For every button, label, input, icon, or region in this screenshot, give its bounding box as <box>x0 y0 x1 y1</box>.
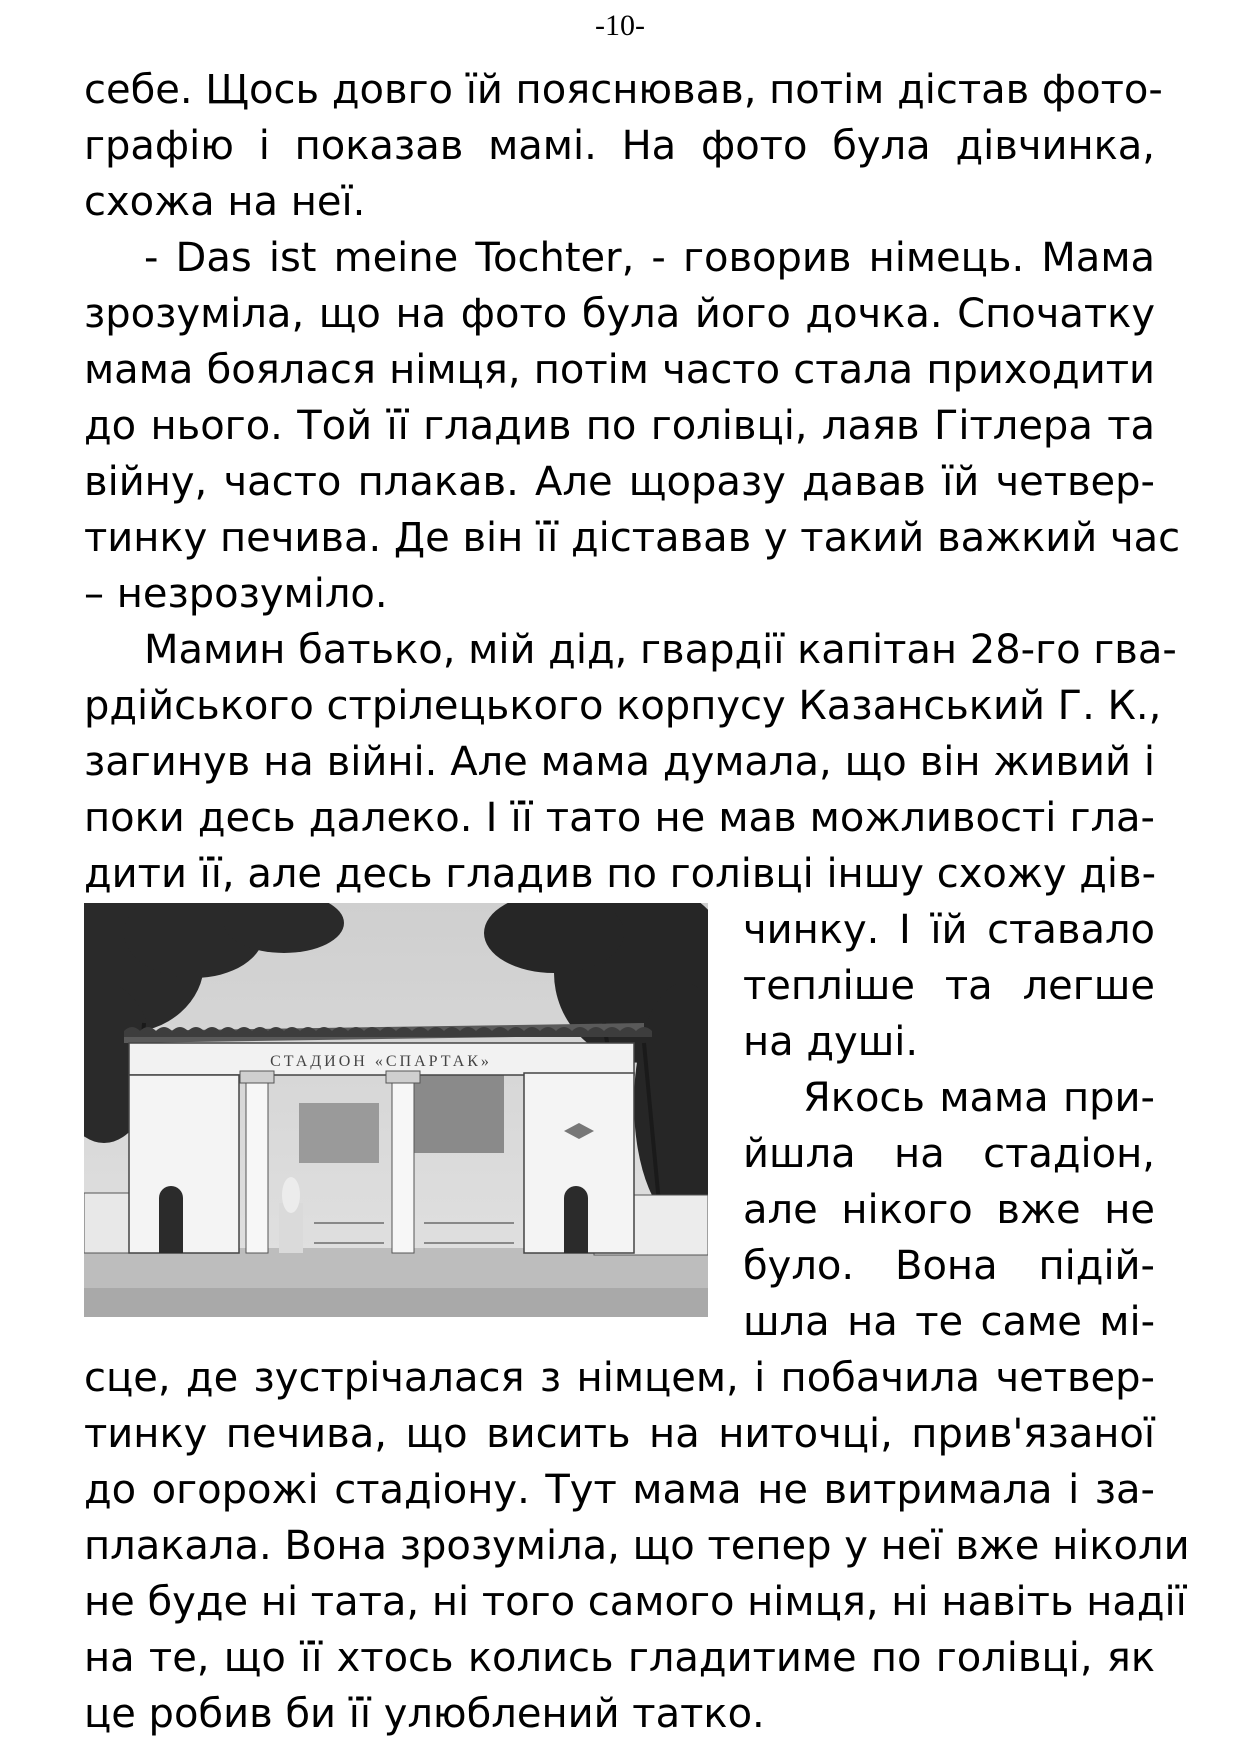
text-line: це робив би її улюблений татко. <box>84 1691 765 1737</box>
text-line: – незрозуміло. <box>84 571 388 617</box>
text-line: було. Вона підій- <box>743 1243 1155 1289</box>
text-line: поки десь далеко. І її тато не мав можливості гла- <box>84 795 1155 841</box>
text-line: йшла на стадіон, <box>743 1131 1155 1177</box>
text-line: до нього. Той її гладив по голівці, лаяв Гітлера та <box>84 403 1155 449</box>
text-line: Якось мама при- <box>803 1075 1155 1121</box>
text-line: рдійського стрілецького корпусу Казанський Г. К., <box>84 683 1162 729</box>
stadium-gate-photo <box>84 903 708 1317</box>
text-line: Мамин батько, мій дід, гвардії капітан 28-го гва- <box>144 627 1177 673</box>
text-line: чинку. І їй ставало <box>743 907 1155 953</box>
text-line: схожа на неї. <box>84 179 366 225</box>
text-line: на душі. <box>743 1019 919 1065</box>
text-line: до огорожі стадіону. Тут мама не витримала і за- <box>84 1467 1155 1513</box>
text-line: зрозуміла, що на фото була його дочка. Спочатку <box>84 291 1155 337</box>
text-line: тинку печива, що висить на ниточці, прив'язаної <box>84 1411 1155 1457</box>
text-line: дити її, але десь гладив по голівці іншу схожу дів- <box>84 851 1157 897</box>
text-line: плакала. Вона зрозуміла, що тепер у неї вже ніколи <box>84 1523 1190 1569</box>
text-line: загинув на війні. Але мама думала, що він живий і <box>84 739 1155 785</box>
text-line: на те, що її хтось колись гладитиме по голівці, як <box>84 1635 1155 1681</box>
text-line: не буде ні тата, ні того самого німця, ні навіть надії <box>84 1579 1187 1625</box>
text-line: себе. Щось довго їй пояснював, потім дістав фото- <box>84 67 1163 113</box>
text-line: війну, часто плакав. Але щоразу давав їй четвер- <box>84 459 1155 505</box>
text-line: сце, де зустрічалася з німцем, і побачила четвер- <box>84 1355 1155 1401</box>
text-line: але нікого вже не <box>743 1187 1155 1233</box>
text-line: - Das ist meine Tochter, - говорив німець. Мама <box>144 235 1155 281</box>
text-line: шла на те саме мі- <box>743 1299 1155 1345</box>
text-line: графію і показав мамі. На фото була дівчинка, <box>84 123 1155 169</box>
gate-sign: СТАДИОН «СПАРТАК» <box>270 1053 492 1070</box>
text-line: мама боялася німця, потім часто стала приходити <box>84 347 1155 393</box>
text-line: тепліше та легше <box>743 963 1155 1009</box>
text-line: тинку печива. Де він її діставав у такий важкий час <box>84 515 1181 561</box>
page-number: -10- <box>595 9 645 42</box>
